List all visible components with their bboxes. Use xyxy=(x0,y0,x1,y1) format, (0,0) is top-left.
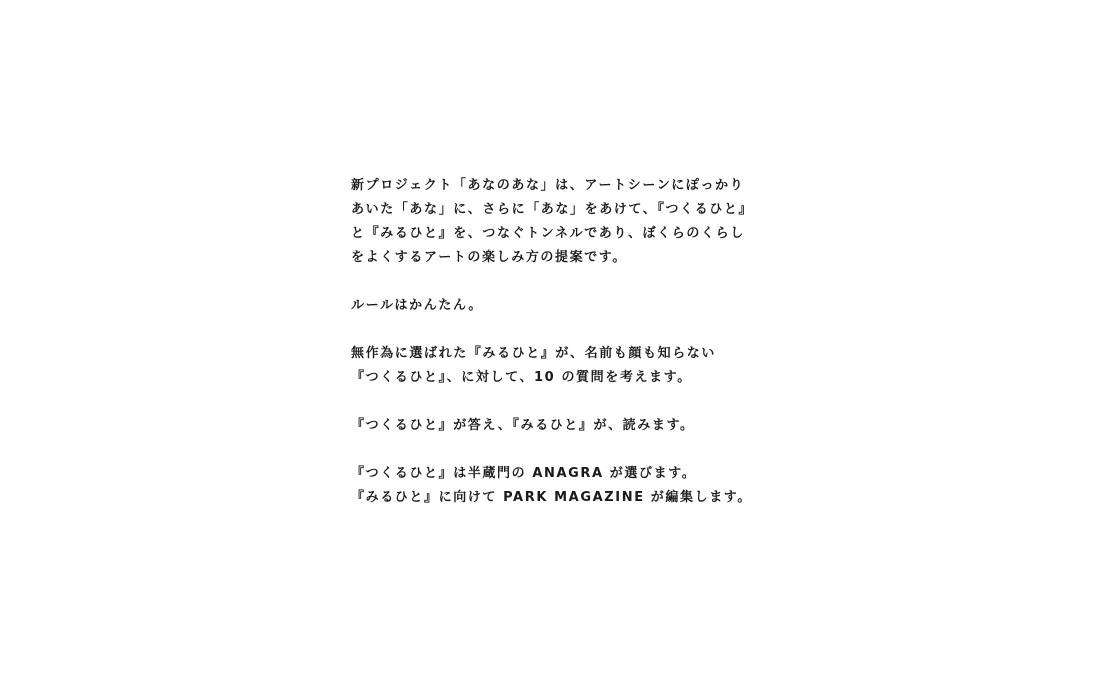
text-line: 無作為に選ばれた『みるひと』が、名前も顔も知らない xyxy=(351,346,717,361)
text-line: 『つくるひと』は半蔵門の ANAGRA が選びます。 xyxy=(351,466,697,481)
intro-text-block xyxy=(351,174,771,534)
intro-paragraph-rules xyxy=(351,294,771,318)
text-line: 新プロジェクト「あなのあな」は、アートシーンにぽっかり xyxy=(351,178,745,193)
text-line: をよくするアートの楽しみ方の提案です。 xyxy=(351,250,627,265)
text-line: あいた「あな」に、さらに「あな」をあけて、『つくるひと』 xyxy=(351,202,754,217)
text-line: 『つくるひと』が答え、『みるひと』が、読みます。 xyxy=(351,418,695,433)
text-line: 『みるひと』に向けて PARK MAGAZINE が編集します。 xyxy=(351,490,752,505)
text-line: ルールはかんたん。 xyxy=(351,298,483,313)
intro-paragraph-answers xyxy=(351,414,771,438)
text-line: 『つくるひと』、に対して、10 の質問を考えます。 xyxy=(351,370,692,385)
text-line: と『みるひと』を、つなぐトンネルであり、ぼくらのくらし xyxy=(351,226,745,241)
intro-paragraph-concept xyxy=(351,174,771,270)
intro-paragraph-credits xyxy=(351,462,771,510)
intro-paragraph-questions xyxy=(351,342,771,390)
